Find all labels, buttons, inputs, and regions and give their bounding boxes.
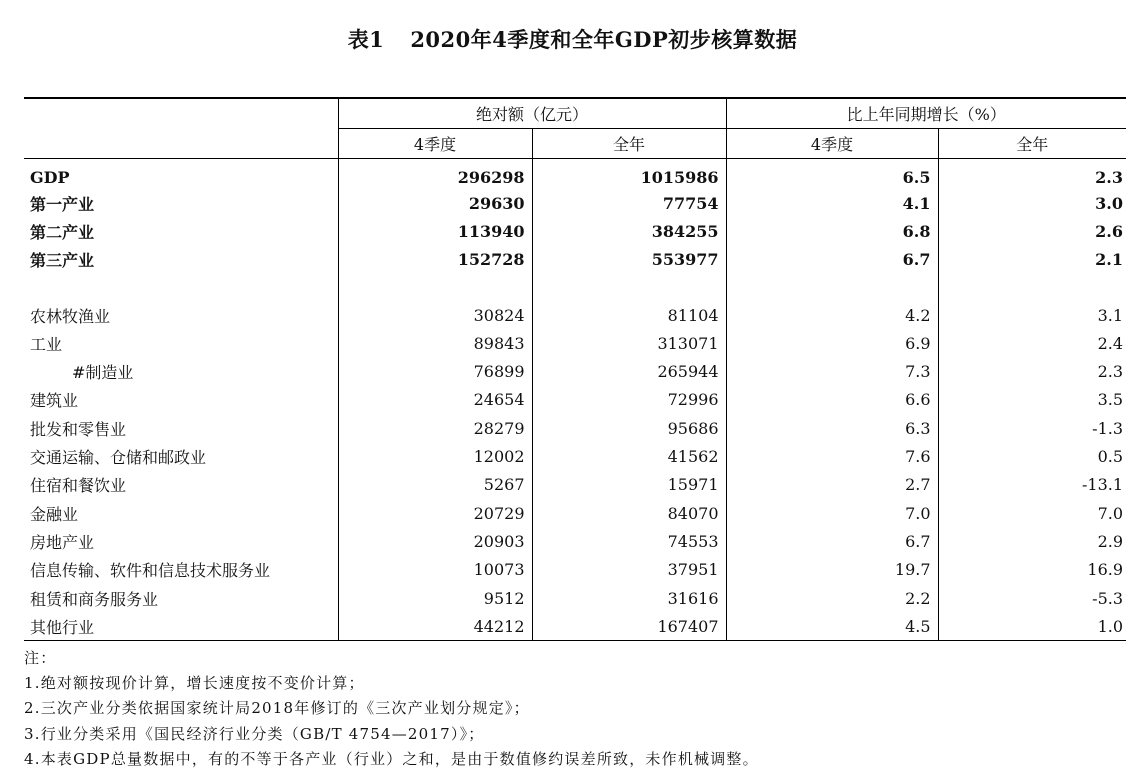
q4-growth-cell: 7.6 — [726, 442, 938, 470]
header-abs-q4: 4季度 — [338, 129, 532, 159]
gdp-table — [24, 97, 1126, 641]
header-abs-year: 全年 — [532, 129, 726, 159]
year-growth-cell: 0.5 — [938, 442, 1126, 470]
year-absolute-cell: 37951 — [532, 556, 726, 584]
q4-growth-cell — [726, 274, 938, 301]
year-absolute-cell: 167407 — [532, 612, 726, 641]
q4-absolute-cell: 30824 — [338, 301, 532, 329]
q4-growth-cell: 6.8 — [726, 217, 938, 245]
year-growth-cell: 3.0 — [938, 189, 1126, 217]
q4-absolute-cell: 12002 — [338, 442, 532, 470]
note-item: 4.本表GDP总量数据中，有的不等于各产业（行业）之和，是由于数值修约误差所致，未作机械调整。 — [24, 749, 759, 768]
row-name-cell — [24, 274, 338, 301]
header-corner-cell-lower — [24, 129, 338, 159]
header-growth-q4: 4季度 — [726, 129, 938, 159]
year-growth-cell: 2.3 — [938, 357, 1126, 385]
q4-growth-cell: 6.9 — [726, 329, 938, 357]
note-item: 1.绝对额按现价计算，增长速度按不变价计算； — [24, 674, 365, 693]
q4-absolute-cell: 10073 — [338, 556, 532, 584]
year-growth-cell: 2.6 — [938, 217, 1126, 245]
row-name-cell: 住宿和餐饮业 — [30, 476, 127, 496]
year-growth-cell: 3.5 — [938, 386, 1126, 414]
q4-absolute-cell: 29630 — [338, 189, 532, 217]
table-row — [24, 301, 1126, 329]
table-row — [24, 159, 1126, 190]
q4-absolute-cell: 9512 — [338, 584, 532, 612]
q4-growth-cell: 6.6 — [726, 386, 938, 414]
row-name-cell: 第一产业 — [30, 194, 95, 214]
notes — [24, 646, 759, 772]
year-growth-cell: 2.9 — [938, 527, 1126, 555]
q4-growth-cell: 6.3 — [726, 414, 938, 442]
row-name-cell: #制造业 — [72, 363, 134, 383]
year-growth-cell: 2.4 — [938, 329, 1126, 357]
note-item: 2.三次产业分类依据国家统计局2018年修订的《三次产业划分规定》； — [24, 699, 530, 718]
table-row — [24, 329, 1126, 357]
table-title-text: 2020年4季度和全年GDP初步核算数据 — [410, 27, 798, 52]
header-absolute-group: 绝对额（亿元） — [338, 98, 726, 129]
q4-growth-cell: 7.3 — [726, 357, 938, 385]
table-row — [24, 246, 1126, 274]
year-absolute-cell: 265944 — [532, 357, 726, 385]
row-name-cell: 金融业 — [30, 504, 79, 524]
q4-growth-cell: 6.7 — [726, 246, 938, 274]
row-name-cell: 第三产业 — [30, 251, 95, 271]
row-name-cell: 其他行业 — [24, 612, 338, 641]
note-item: 3.行业分类采用《国民经济行业分类（GB/T 4754—2017）》； — [24, 724, 485, 743]
table-row — [24, 386, 1126, 414]
q4-absolute-cell: 76899 — [338, 357, 532, 385]
table-row — [24, 527, 1126, 555]
year-absolute-cell: 74553 — [532, 527, 726, 555]
year-growth-cell: 16.9 — [938, 556, 1126, 584]
table-row — [24, 414, 1126, 442]
year-absolute-cell: 313071 — [532, 329, 726, 357]
table-row — [24, 357, 1126, 385]
year-absolute-cell: 384255 — [532, 217, 726, 245]
q4-growth-cell: 4.2 — [726, 301, 938, 329]
row-name-cell: 租赁和商务服务业 — [30, 589, 159, 609]
table-row — [24, 442, 1126, 470]
q4-absolute-cell: 296298 — [338, 159, 532, 190]
year-growth-cell: -5.3 — [938, 584, 1126, 612]
year-absolute-cell: 77754 — [532, 189, 726, 217]
row-name-cell: 房地产业 — [30, 532, 95, 552]
header-corner-cell — [24, 98, 338, 129]
q4-growth-cell: 19.7 — [726, 556, 938, 584]
row-name-cell: 信息传输、软件和信息技术服务业 — [30, 561, 271, 581]
year-growth-cell: 1.0 — [938, 612, 1126, 641]
q4-absolute-cell: 24654 — [338, 386, 532, 414]
year-growth-cell: 7.0 — [938, 499, 1126, 527]
q4-growth-cell: 4.1 — [726, 189, 938, 217]
q4-absolute-cell: 5267 — [338, 471, 532, 499]
year-absolute-cell: 41562 — [532, 442, 726, 470]
row-name-cell: GDP — [30, 167, 70, 187]
table-row — [24, 189, 1126, 217]
q4-absolute-cell: 152728 — [338, 246, 532, 274]
q4-growth-cell: 6.5 — [726, 159, 938, 190]
q4-absolute-cell: 20903 — [338, 527, 532, 555]
year-absolute-cell: 553977 — [532, 246, 726, 274]
q4-growth-cell: 6.7 — [726, 527, 938, 555]
row-name-cell: 交通运输、仓储和邮政业 — [30, 448, 207, 468]
year-growth-cell: -13.1 — [938, 471, 1126, 499]
q4-absolute-cell: 28279 — [338, 414, 532, 442]
year-growth-cell: -1.3 — [938, 414, 1126, 442]
table-row — [24, 612, 1126, 641]
row-name-cell: 工业 — [30, 334, 63, 354]
table-title — [0, 24, 1145, 54]
year-absolute-cell — [532, 274, 726, 301]
year-absolute-cell: 15971 — [532, 471, 726, 499]
header-growth-group: 比上年同期增长（%） — [726, 98, 1126, 129]
year-growth-cell: 2.1 — [938, 246, 1126, 274]
q4-absolute-cell: 20729 — [338, 499, 532, 527]
notes-heading: 注： — [24, 649, 57, 667]
spacer-row — [24, 274, 1126, 301]
year-absolute-cell: 84070 — [532, 499, 726, 527]
row-name-cell: 批发和零售业 — [30, 419, 127, 439]
q4-growth-cell: 7.0 — [726, 499, 938, 527]
q4-growth-cell: 2.2 — [726, 584, 938, 612]
year-absolute-cell: 95686 — [532, 414, 726, 442]
table-row — [24, 471, 1126, 499]
table-row — [24, 556, 1126, 584]
year-growth-cell: 2.3 — [938, 159, 1126, 190]
table-row — [24, 499, 1126, 527]
row-name-cell: 建筑业 — [30, 391, 79, 411]
q4-absolute-cell: 113940 — [338, 217, 532, 245]
year-growth-cell — [938, 274, 1126, 301]
year-absolute-cell: 81104 — [532, 301, 726, 329]
table-row — [24, 584, 1126, 612]
header-growth-year: 全年 — [938, 129, 1126, 159]
year-absolute-cell: 72996 — [532, 386, 726, 414]
year-growth-cell: 3.1 — [938, 301, 1126, 329]
table-number: 表1 — [347, 27, 385, 52]
q4-absolute-cell: 44212 — [338, 612, 532, 641]
q4-growth-cell: 4.5 — [726, 612, 938, 641]
q4-growth-cell: 2.7 — [726, 471, 938, 499]
year-absolute-cell: 1015986 — [532, 159, 726, 190]
table-row — [24, 217, 1126, 245]
q4-absolute-cell — [338, 274, 532, 301]
row-name-cell: 第二产业 — [30, 222, 95, 242]
q4-absolute-cell: 89843 — [338, 329, 532, 357]
year-absolute-cell: 31616 — [532, 584, 726, 612]
row-name-cell: 农林牧渔业 — [30, 306, 111, 326]
